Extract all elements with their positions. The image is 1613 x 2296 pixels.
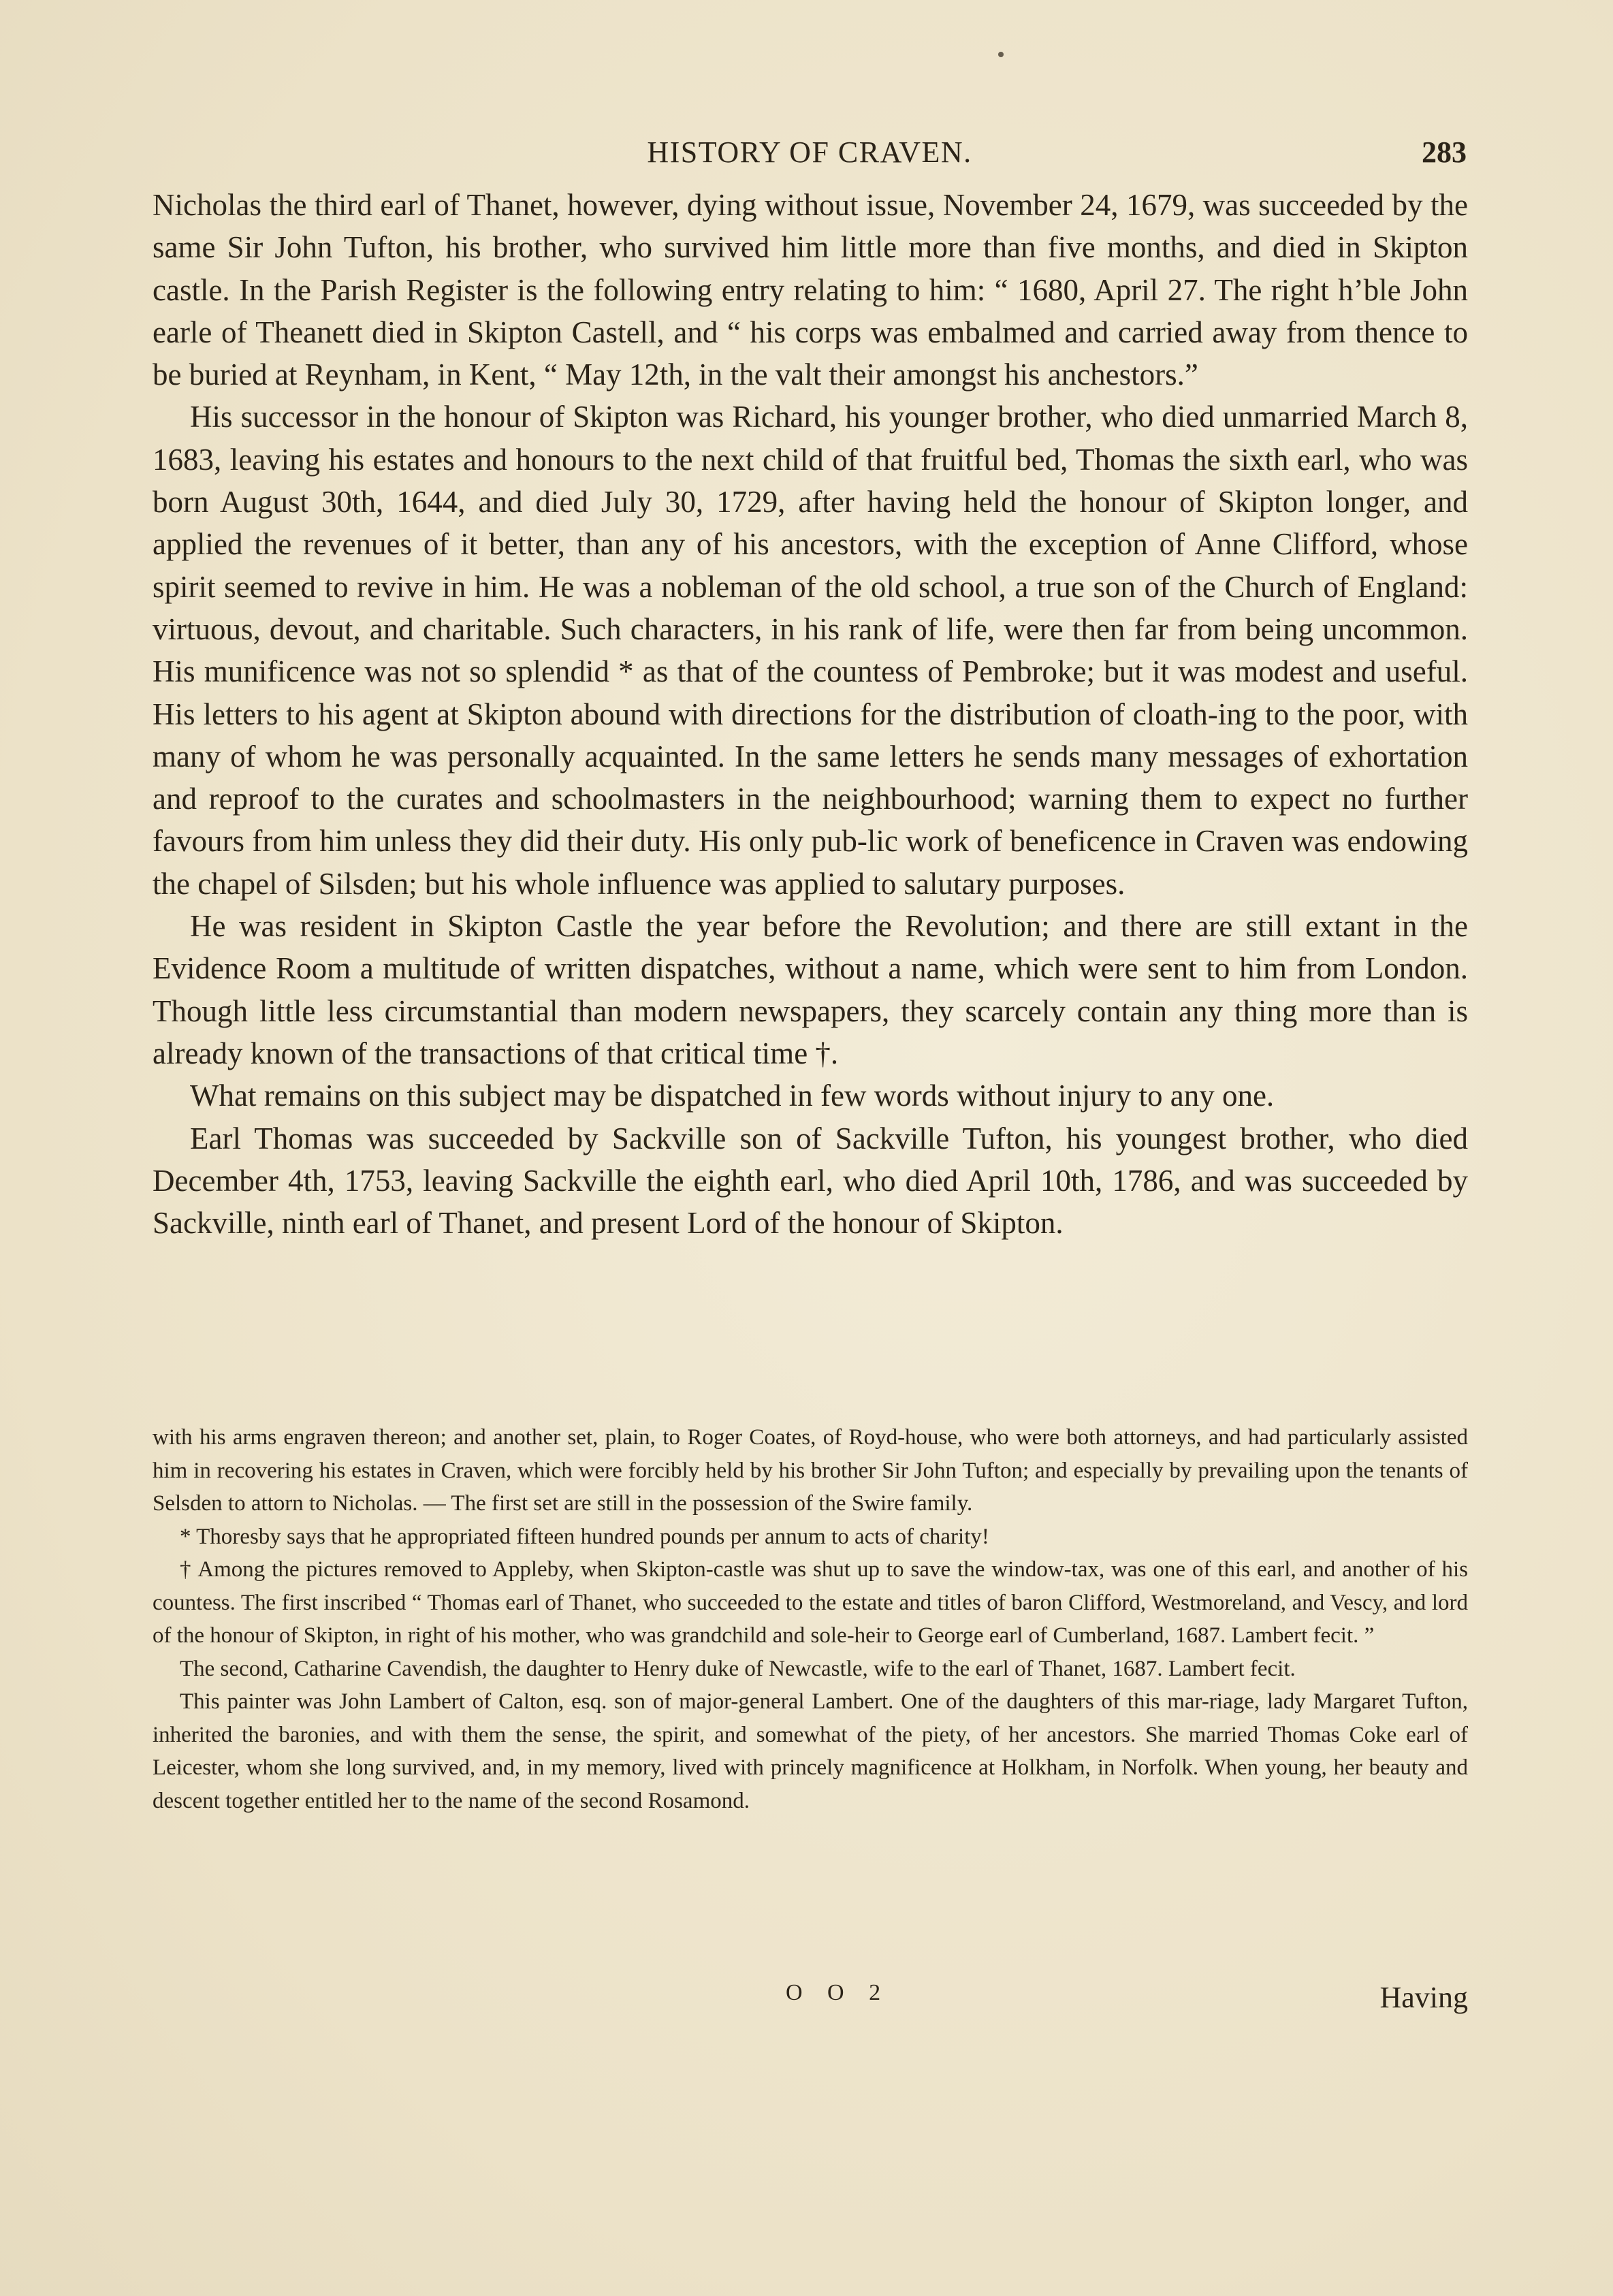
footnote: This painter was John Lambert of Calton, esq. son of major-general Lambert. One of the daughters of this mar-riage, lady Margaret Tufton, inherited the baronies, and with them the sense, the spirit, and somewhat of the piety, of her ancestors. She married Thomas Coke earl of Leicester, whom she long survived, and, in my memory, lived with princely magnificence at Holkham, in Norfolk. When young, her beauty and descent together entitled her to the name of the second Rosamond. [153, 1689, 1468, 1813]
footnote: The second, Catharine Cavendish, the daughter to Henry duke of Newcastle, wife to the earl of Thanet, 1687. Lambert fecit. [180, 1656, 1296, 1681]
paragraph: What remains on this subject may be dispatched in few words without injury to any one. [190, 1079, 1275, 1113]
page-number: 283 [1422, 135, 1467, 169]
footnotes [153, 1421, 1468, 1817]
ink-dot [998, 52, 1004, 57]
paragraph: Earl Thomas was succeeded by Sackville son of Sackville Tufton, his youngest brother, who died December 4th, 1753, leaving Sackville the eighth earl, who died April 10th, 1786, and was succeeded by Sackville, ninth earl of Thanet, and present Lord of the honour of Skipton. [153, 1121, 1468, 1241]
footnote-continuation: with his arms engraven thereon; and another set, plain, to Roger Coates, of Royd-house, who were both attorneys, and had particularly assisted him in recovering his estates in Craven, which were forcibly held by his brother Sir John Tufton; and especially by prevailing upon the tenants of Selsden to attorn to Nicholas. — The first set are still in the possession of the Swire family. [153, 1425, 1468, 1516]
signature-mark: O O 2 [786, 1980, 891, 2005]
main-text [153, 184, 1468, 1244]
footnote: † Among the pictures removed to Appleby, when Skipton-castle was shut up to save the window-tax, was one of this earl, and another of his countess. The first inscribed “ Thomas earl of Thanet, who succeeded to the estate and titles of baron Clifford, Westmoreland, and Vescy, and lord of the honour of Skipton, in right of his mother, who was grandchild and sole-heir to George earl of Cumberland, 1687. Lambert fecit. ” [153, 1557, 1468, 1648]
paragraph: Nicholas the third earl of Thanet, however, dying without issue, November 24, 1679, was succeeded by the same Sir John Tufton, his brother, who survived him little more than five months, and died in Skipton castle. In the Parish Register is the following entry relating to him: “ 1680, April 27. The right h’ble John earle of Theanett died in Skipton Castell, and “ his corps was embalmed and carried away from thence to be buried at Reynham, in Kent, “ May 12th, in the valt their amongst his anchestors.” [153, 188, 1468, 392]
catchword: Having [1379, 1981, 1468, 2014]
paragraph: He was resident in Skipton Castle the year before the Revolution; and there are still extant in the Evidence Room a multitude of written dispatches, without a name, which were sent to him from London. Though little less circumstantial than modern newspapers, they scarcely contain any thing more than is already known of the transactions of that critical time †. [153, 909, 1468, 1070]
footnote: * Thoresby says that he appropriated fifteen hundred pounds per annum to acts of charity! [180, 1524, 989, 1549]
running-head [153, 135, 1467, 176]
running-title: HISTORY OF CRAVEN. [647, 135, 972, 169]
paragraph: His successor in the honour of Skipton was Richard, his younger brother, who died unmarried March 8, 1683, leaving his estates and honours to the next child of that fruitful bed, Thomas the sixth earl, who was born August 30th, 1644, and died July 30, 1729, after having held the honour of Skipton longer, and applied the revenues of it better, than any of his ancestors, with the exception of Anne Clifford, whose spirit seemed to revive in him. He was a nobleman of the old school, a true son of the Church of England: virtuous, devout, and charitable. Such characters, in his rank of life, were then far from being uncommon. His munificence was not so splendid * as that of the countess of Pembroke; but it was modest and useful. His letters to his agent at Skipton abound with directions for the distribution of cloath-ing to the poor, with many of whom he was personally acquainted. In the same letters he sends many messages of exhortation and reproof to the curates and schoolmasters in the neighbourhood; warning them to expect no further favours from him unless they did their duty. His only pub-lic work of beneficence in Craven was endowing the chapel of Silsden; but his whole influence was applied to salutary purposes. [153, 400, 1468, 901]
page-footer [153, 1980, 1468, 2018]
